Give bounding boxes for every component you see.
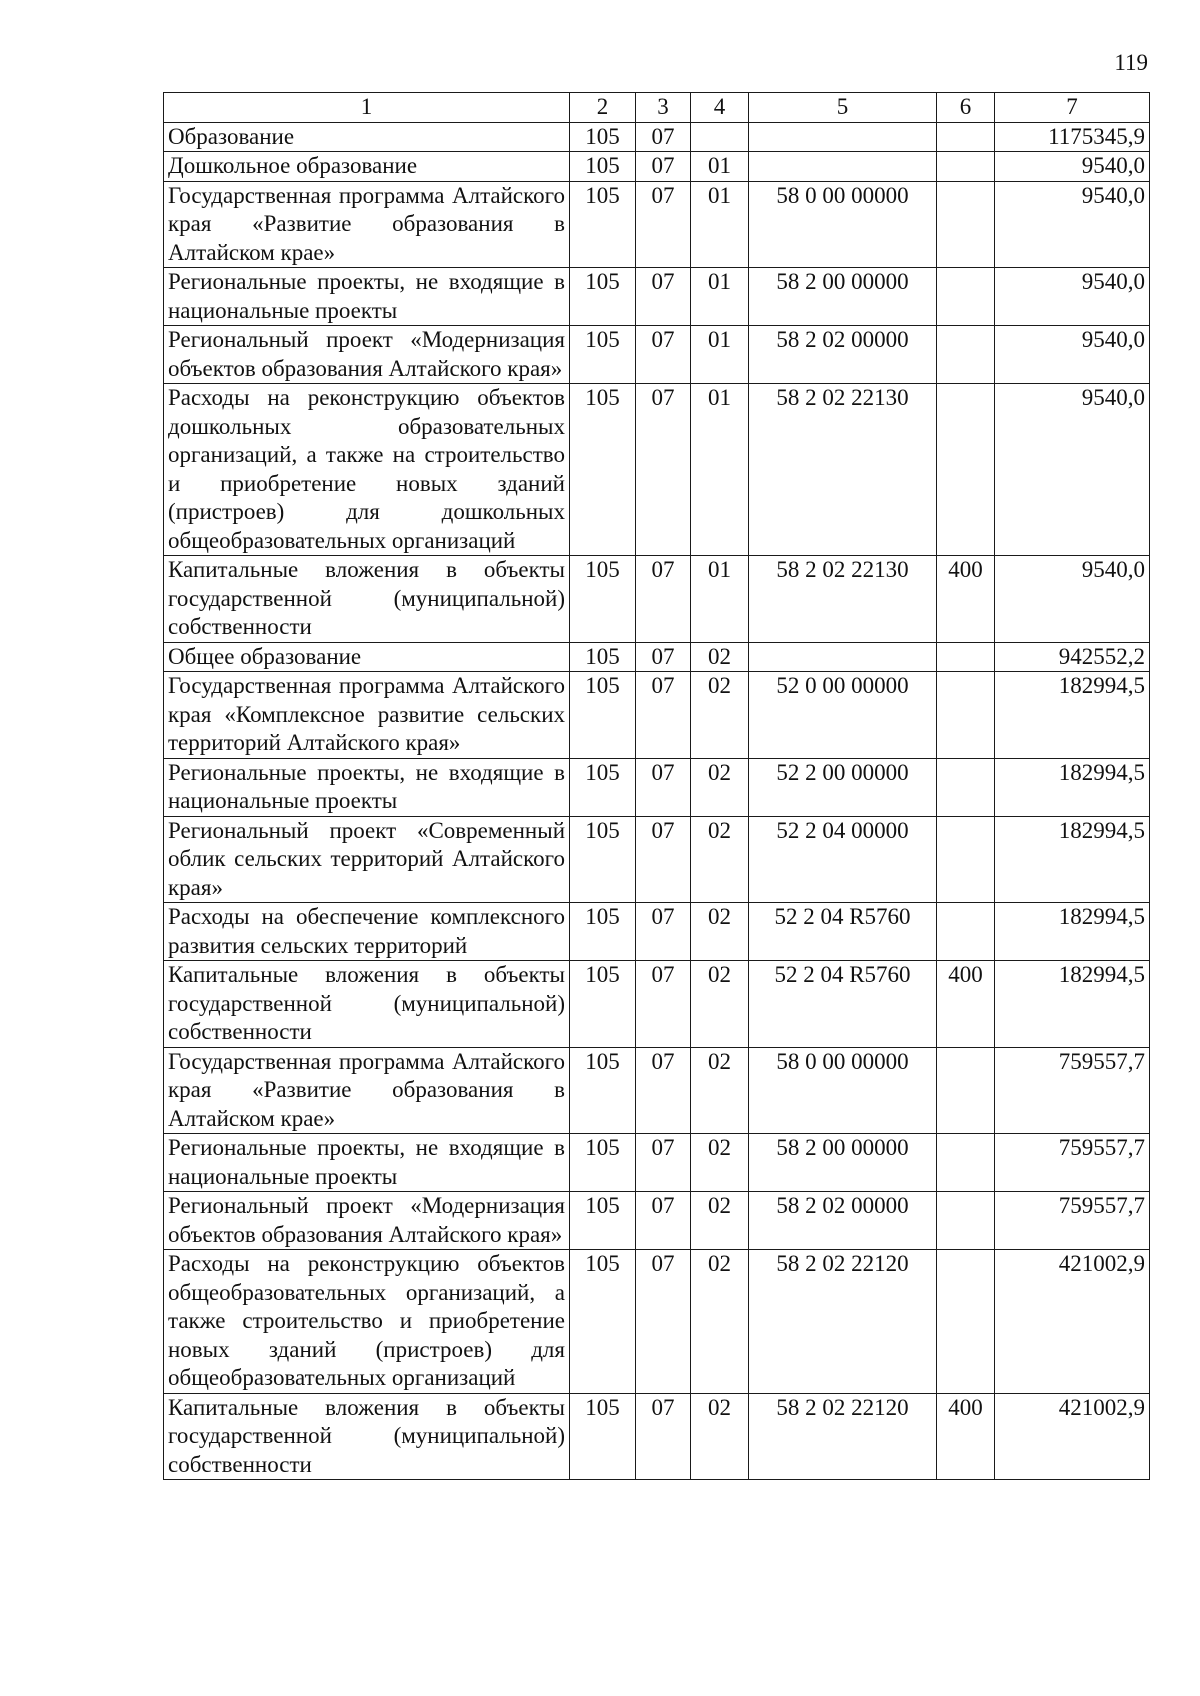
table-row [164,268,1150,326]
row-name-cell: Образование [164,122,570,152]
table-row [164,672,1150,759]
table-row [164,758,1150,816]
section-code-cell: 105 [570,268,636,326]
table-row [164,1250,1150,1394]
subchapter-code-cell: 01 [691,556,749,643]
chapter-code-cell: 07 [636,152,691,182]
row-name-cell: Капитальные вложения в объекты государственной (муниципальной) собственности [164,1393,570,1480]
target-article-cell: 52 2 04 R5760 [749,961,937,1048]
column-header-5: 5 [749,93,937,123]
chapter-code-cell: 07 [636,384,691,556]
row-name-cell: Государственная программа Алтайского края «Развитие образования в Алтайском крае» [164,1047,570,1134]
amount-cell: 759557,7 [995,1134,1150,1192]
section-code-cell: 105 [570,816,636,903]
chapter-code-cell: 07 [636,816,691,903]
target-article-cell: 52 2 04 R5760 [749,903,937,961]
target-article-cell: 58 2 02 22120 [749,1393,937,1480]
expense-type-cell [937,1134,995,1192]
budget-table [163,92,1150,1480]
chapter-code-cell: 07 [636,642,691,672]
section-code-cell: 105 [570,326,636,384]
target-article-cell: 58 0 00 00000 [749,1047,937,1134]
expense-type-cell [937,326,995,384]
target-article-cell: 52 2 00 00000 [749,758,937,816]
chapter-code-cell: 07 [636,268,691,326]
table-row [164,1192,1150,1250]
target-article-cell: 52 0 00 00000 [749,672,937,759]
target-article-cell: 58 2 02 22120 [749,1250,937,1394]
amount-cell: 1175345,9 [995,122,1150,152]
table-row [164,152,1150,182]
table-row [164,1047,1150,1134]
chapter-code-cell: 07 [636,1393,691,1480]
page-number: 119 [1114,50,1148,75]
chapter-code-cell: 07 [636,672,691,759]
table-row [164,181,1150,268]
row-name-cell: Региональный проект «Модернизация объектов образования Алтайского края» [164,326,570,384]
column-header-1: 1 [164,93,570,123]
column-header-7: 7 [995,93,1150,123]
section-code-cell: 105 [570,642,636,672]
section-code-cell: 105 [570,1393,636,1480]
header-row [164,93,1150,123]
amount-cell: 9540,0 [995,326,1150,384]
column-header-6: 6 [937,93,995,123]
chapter-code-cell: 07 [636,903,691,961]
section-code-cell: 105 [570,1192,636,1250]
table-row [164,961,1150,1048]
subchapter-code-cell: 02 [691,903,749,961]
amount-cell: 182994,5 [995,903,1150,961]
amount-cell: 9540,0 [995,556,1150,643]
subchapter-code-cell: 01 [691,268,749,326]
expense-type-cell: 400 [937,556,995,643]
target-article-cell [749,122,937,152]
section-code-cell: 105 [570,758,636,816]
subchapter-code-cell: 02 [691,1134,749,1192]
row-name-cell: Капитальные вложения в объекты государственной (муниципальной) собственности [164,961,570,1048]
row-name-cell: Государственная программа Алтайского края «Развитие образования в Алтайском крае» [164,181,570,268]
chapter-code-cell: 07 [636,1134,691,1192]
subchapter-code-cell: 02 [691,758,749,816]
chapter-code-cell: 07 [636,1192,691,1250]
subchapter-code-cell: 02 [691,1393,749,1480]
expense-type-cell: 400 [937,961,995,1048]
subchapter-code-cell: 02 [691,642,749,672]
chapter-code-cell: 07 [636,556,691,643]
table-row [164,816,1150,903]
section-code-cell: 105 [570,152,636,182]
amount-cell: 182994,5 [995,816,1150,903]
section-code-cell: 105 [570,1134,636,1192]
section-code-cell: 105 [570,1250,636,1394]
target-article-cell [749,642,937,672]
section-code-cell: 105 [570,556,636,643]
table-row [164,122,1150,152]
chapter-code-cell: 07 [636,181,691,268]
row-name-cell: Расходы на реконструкцию объектов общеобразовательных организаций, а также строительство и приобретение новых зданий (пристроев) для общеобразовательных организаций [164,1250,570,1394]
row-name-cell: Государственная программа Алтайского края «Комплексное развитие сельских территорий Алтайского края» [164,672,570,759]
target-article-cell: 52 2 04 00000 [749,816,937,903]
amount-cell: 9540,0 [995,268,1150,326]
target-article-cell: 58 2 00 00000 [749,1134,937,1192]
table-row [164,642,1150,672]
subchapter-code-cell: 01 [691,326,749,384]
target-article-cell: 58 2 02 00000 [749,1192,937,1250]
amount-cell: 9540,0 [995,384,1150,556]
expense-type-cell [937,903,995,961]
column-header-3: 3 [636,93,691,123]
row-name-cell: Капитальные вложения в объекты государственной (муниципальной) собственности [164,556,570,643]
target-article-cell: 58 2 02 00000 [749,326,937,384]
expense-type-cell [937,1250,995,1394]
row-name-cell: Региональные проекты, не входящие в национальные проекты [164,1134,570,1192]
row-name-cell: Расходы на реконструкцию объектов дошкольных образовательных организаций, а также на строительство и приобретение новых зданий (пристроев) для дошкольных общеобразовательных организаций [164,384,570,556]
subchapter-code-cell: 02 [691,961,749,1048]
subchapter-code-cell: 01 [691,384,749,556]
section-code-cell: 105 [570,181,636,268]
row-name-cell: Дошкольное образование [164,152,570,182]
target-article-cell: 58 2 00 00000 [749,268,937,326]
section-code-cell: 105 [570,672,636,759]
section-code-cell: 105 [570,384,636,556]
expense-type-cell [937,816,995,903]
target-article-cell: 58 0 00 00000 [749,181,937,268]
row-name-cell: Общее образование [164,642,570,672]
subchapter-code-cell: 02 [691,1192,749,1250]
section-code-cell: 105 [570,903,636,961]
target-article-cell: 58 2 02 22130 [749,384,937,556]
subchapter-code-cell: 02 [691,672,749,759]
column-header-2: 2 [570,93,636,123]
row-name-cell: Региональный проект «Современный облик сельских территорий Алтайского края» [164,816,570,903]
subchapter-code-cell: 02 [691,1047,749,1134]
amount-cell: 942552,2 [995,642,1150,672]
subchapter-code-cell: 01 [691,181,749,268]
target-article-cell [749,152,937,182]
subchapter-code-cell: 02 [691,1250,749,1394]
table-row [164,1134,1150,1192]
expense-type-cell [937,758,995,816]
row-name-cell: Региональный проект «Модернизация объектов образования Алтайского края» [164,1192,570,1250]
amount-cell: 9540,0 [995,181,1150,268]
expense-type-cell [937,672,995,759]
chapter-code-cell: 07 [636,1047,691,1134]
section-code-cell: 105 [570,122,636,152]
expense-type-cell: 400 [937,1393,995,1480]
target-article-cell: 58 2 02 22130 [749,556,937,643]
section-code-cell: 105 [570,1047,636,1134]
amount-cell: 9540,0 [995,152,1150,182]
chapter-code-cell: 07 [636,1250,691,1394]
table-row [164,903,1150,961]
amount-cell: 182994,5 [995,961,1150,1048]
expense-type-cell [937,122,995,152]
expense-type-cell [937,152,995,182]
column-header-4: 4 [691,93,749,123]
amount-cell: 182994,5 [995,672,1150,759]
expense-type-cell [937,384,995,556]
table-header [164,93,1150,123]
table-row [164,556,1150,643]
expense-type-cell [937,1192,995,1250]
table-row [164,326,1150,384]
row-name-cell: Региональные проекты, не входящие в национальные проекты [164,758,570,816]
expense-type-cell [937,1047,995,1134]
amount-cell: 421002,9 [995,1250,1150,1394]
chapter-code-cell: 07 [636,122,691,152]
amount-cell: 759557,7 [995,1192,1150,1250]
chapter-code-cell: 07 [636,961,691,1048]
table-body [164,122,1150,1480]
subchapter-code-cell [691,122,749,152]
amount-cell: 421002,9 [995,1393,1150,1480]
expense-type-cell [937,642,995,672]
amount-cell: 182994,5 [995,758,1150,816]
subchapter-code-cell: 01 [691,152,749,182]
row-name-cell: Расходы на обеспечение комплексного развития сельских территорий [164,903,570,961]
section-code-cell: 105 [570,961,636,1048]
expense-type-cell [937,268,995,326]
chapter-code-cell: 07 [636,758,691,816]
table-row [164,1393,1150,1480]
expense-type-cell [937,181,995,268]
table-row [164,384,1150,556]
chapter-code-cell: 07 [636,326,691,384]
subchapter-code-cell: 02 [691,816,749,903]
row-name-cell: Региональные проекты, не входящие в национальные проекты [164,268,570,326]
amount-cell: 759557,7 [995,1047,1150,1134]
